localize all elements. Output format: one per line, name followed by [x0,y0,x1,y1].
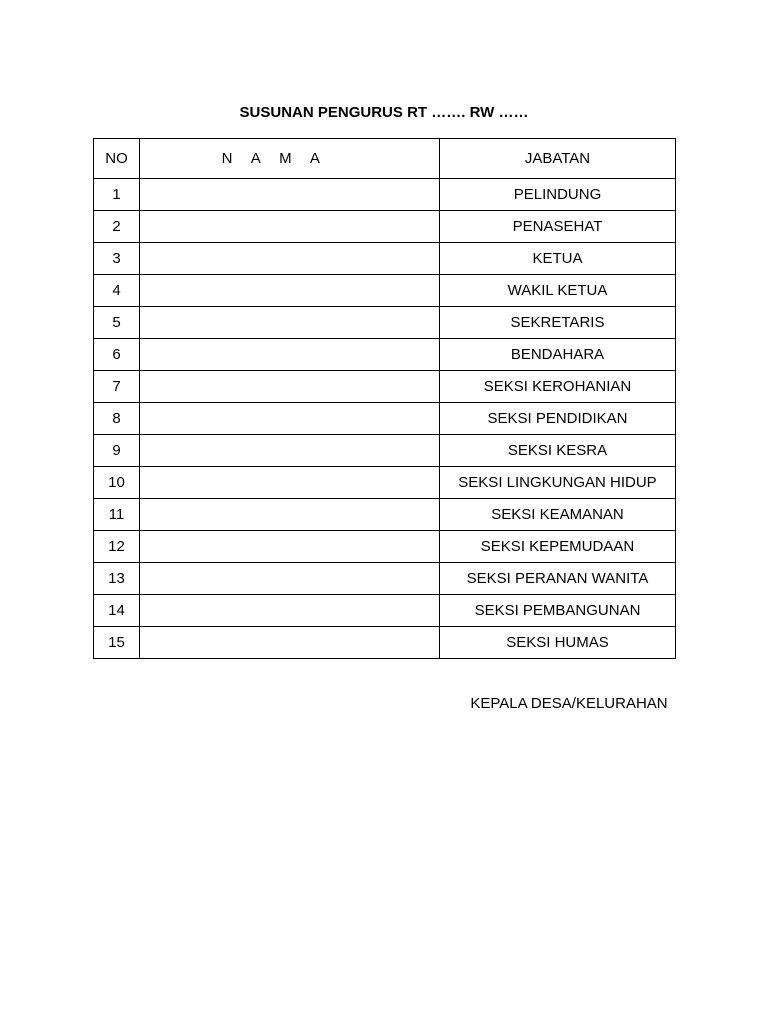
row-jabatan: SEKSI LINGKUNGAN HIDUP [440,467,676,499]
row-jabatan: SEKSI KESRA [440,435,676,467]
table-row [94,211,676,243]
row-no: 15 [94,627,140,659]
row-jabatan: WAKIL KETUA [440,275,676,307]
table-header-row [94,139,676,179]
row-no: 12 [94,531,140,563]
table-row [94,403,676,435]
row-jabatan: PELINDUNG [440,179,676,211]
table-row [94,563,676,595]
row-nama [140,499,440,531]
table-row [94,435,676,467]
header-nama [140,139,440,179]
header-no: NO [94,139,140,179]
table-row [94,627,676,659]
row-jabatan: SEKSI KEAMANAN [440,499,676,531]
pengurus-table [93,138,676,659]
row-jabatan: SEKSI KEROHANIAN [440,371,676,403]
row-nama [140,403,440,435]
row-no: 7 [94,371,140,403]
row-jabatan: KETUA [440,243,676,275]
row-nama [140,531,440,563]
table-row [94,499,676,531]
table-row [94,275,676,307]
row-no: 3 [94,243,140,275]
row-no: 5 [94,307,140,339]
table-row [94,339,676,371]
row-no: 9 [94,435,140,467]
table-row [94,243,676,275]
row-no: 8 [94,403,140,435]
row-nama [140,435,440,467]
row-no: 13 [94,563,140,595]
row-no: 10 [94,467,140,499]
row-nama [140,627,440,659]
signature-label: KEPALA DESA/KELURAHAN [470,695,668,712]
row-nama [140,275,440,307]
row-jabatan: PENASEHAT [440,211,676,243]
row-nama [140,179,440,211]
row-jabatan: BENDAHARA [440,339,676,371]
table-row [94,531,676,563]
table-row [94,595,676,627]
row-nama [140,339,440,371]
row-no: 6 [94,339,140,371]
row-no: 14 [94,595,140,627]
table-row [94,179,676,211]
row-nama [140,371,440,403]
row-nama [140,243,440,275]
table-row [94,307,676,339]
header-jabatan: JABATAN [440,139,676,179]
table-row [94,467,676,499]
row-no: 1 [94,179,140,211]
row-nama [140,467,440,499]
header-nama-label: N A M A [221,150,328,167]
row-jabatan: SEKSI PEMBANGUNAN [440,595,676,627]
row-jabatan: SEKSI KEPEMUDAAN [440,531,676,563]
row-nama [140,211,440,243]
row-jabatan: SEKSI PENDIDIKAN [440,403,676,435]
row-nama [140,307,440,339]
row-no: 2 [94,211,140,243]
row-nama [140,595,440,627]
row-jabatan: SEKRETARIS [440,307,676,339]
row-no: 11 [94,499,140,531]
document-title: SUSUNAN PENGURUS RT ……. RW …… [239,104,529,121]
row-no: 4 [94,275,140,307]
row-jabatan: SEKSI PERANAN WANITA [440,563,676,595]
row-nama [140,563,440,595]
row-jabatan: SEKSI HUMAS [440,627,676,659]
table-row [94,371,676,403]
